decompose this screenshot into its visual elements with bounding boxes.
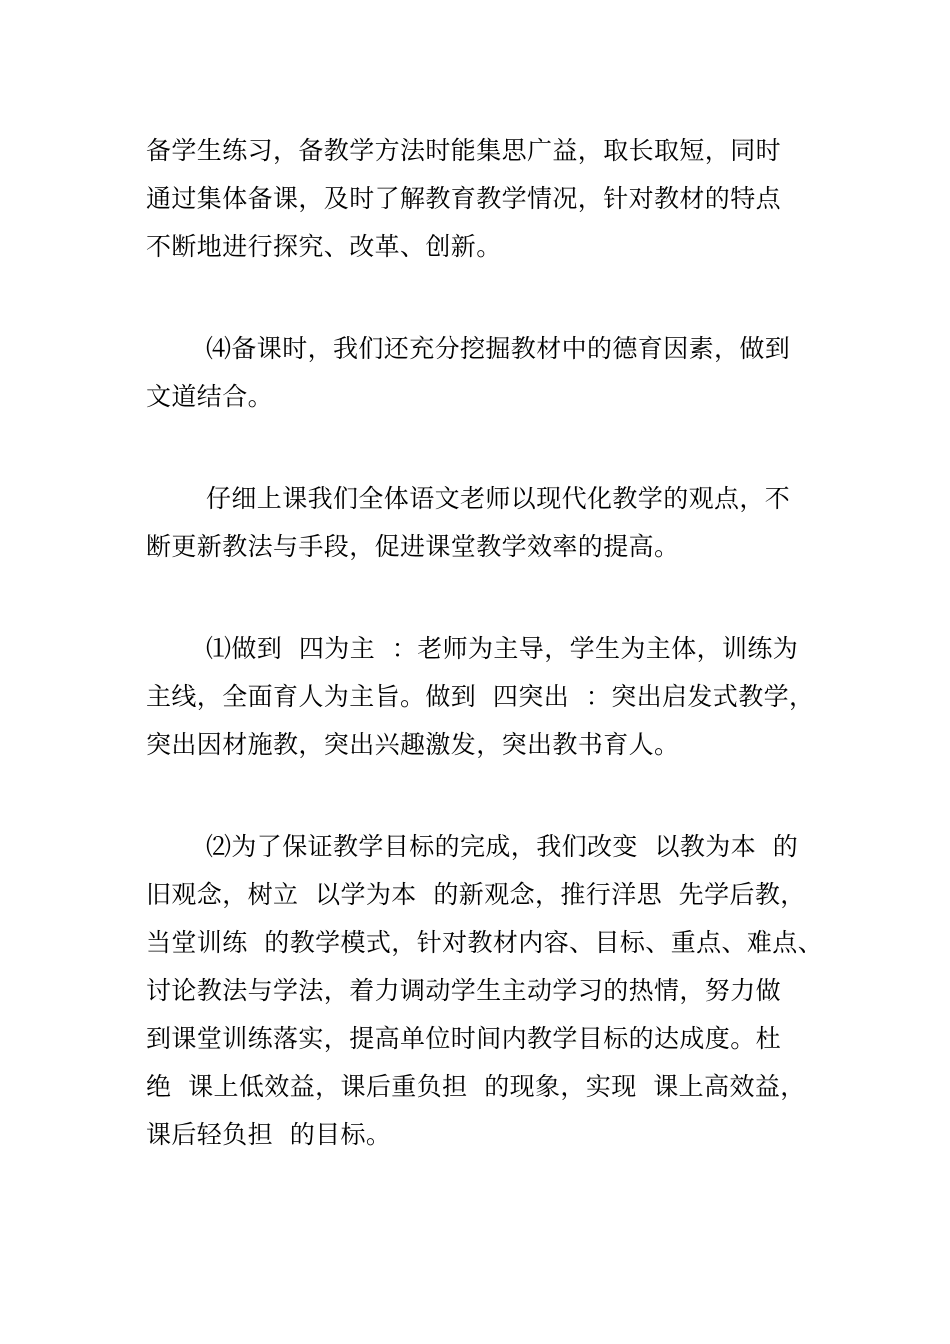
text-line: ⑷备课时，我们还充分挖掘教材中的德育因素，做到 <box>206 334 791 363</box>
text-line: ⑴做到 四为主 ：老师为主导，学生为主体，训练为 <box>206 634 799 663</box>
text-line: 备学生练习，备教学方法时能集思广益，取长取短，同时 <box>146 136 782 165</box>
text-line: 旧观念，树立 以学为本 的新观念，推行洋思 先学后教， <box>146 880 806 909</box>
text-line: 到课堂训练落实，提高单位时间内教学目标的达成度。杜 <box>146 1024 782 1053</box>
text-line: 文道结合。 <box>146 382 274 411</box>
text-line: 主线，全面育人为主旨。做到 四突出 ：突出启发式教学， <box>146 682 815 711</box>
text-line: 突出因材施教，突出兴趣激发，突出教书育人。 <box>146 730 680 759</box>
text-line: 仔细上课我们全体语文老师以现代化教学的观点，不 <box>206 484 791 513</box>
text-line: ⑵为了保证教学目标的完成，我们改变 以教为本 的 <box>206 832 799 861</box>
text-line: 不断地进行探究、改革、创新。 <box>146 232 502 261</box>
text-line: 断更新教法与手段，促进课堂教学效率的提高。 <box>146 532 680 561</box>
text-line: 课后轻负担 的目标。 <box>146 1120 392 1149</box>
text-line: 讨论教法与学法，着力调动学生主动学习的热情，努力做 <box>146 976 782 1005</box>
text-line: 当堂训练 的教学模式，针对教材内容、目标、重点、难点、 <box>146 928 824 957</box>
text-line: 绝 课上低效益，课后重负担 的现象，实现 课上高效益， <box>146 1072 806 1101</box>
text-line: 通过集体备课，及时了解教育教学情况，针对教材的特点 <box>146 184 782 213</box>
